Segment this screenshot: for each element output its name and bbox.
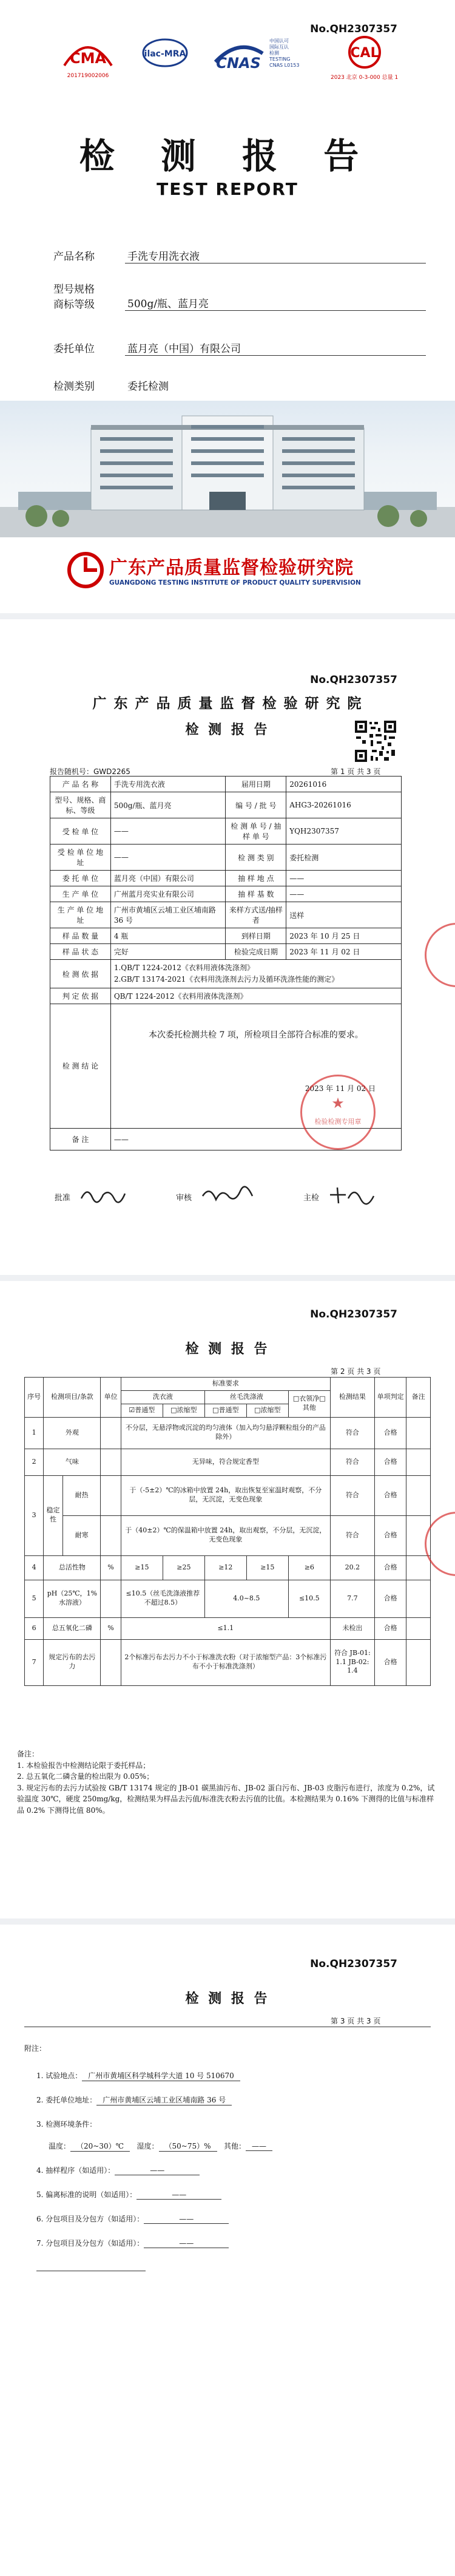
stamp-date: 2023 年 11 月 02 日 bbox=[305, 1084, 376, 1093]
conclusion-text: 本次委托检测共检 7 项，所检项目全部符合标准的要求。 bbox=[149, 1030, 363, 1041]
header-sub1: ☑普通型 bbox=[121, 1404, 163, 1417]
info-value: 2023 年 11 月 02 日 bbox=[286, 944, 402, 960]
row-result: 符合 bbox=[330, 1449, 374, 1475]
svg-text:CAL: CAL bbox=[349, 46, 379, 61]
info-label: 受 检 单 位 bbox=[50, 818, 111, 845]
header-result: 检测结果 bbox=[330, 1378, 374, 1418]
row-result: 符合 bbox=[330, 1515, 374, 1555]
info-value: 2023 年 10 月 25 日 bbox=[286, 928, 402, 944]
row-verdict: 合格 bbox=[374, 1417, 406, 1449]
conclusion-label: 检 测 结 论 bbox=[50, 1004, 111, 1129]
row-no: 4 bbox=[25, 1555, 44, 1580]
cnas-icon bbox=[209, 35, 267, 72]
row-std: 于（40±2）℃的保温箱中放置 24h，取出观察，不分层，无沉淀，无变色现象 bbox=[121, 1515, 330, 1555]
row-std: 无异味，符合规定香型 bbox=[121, 1449, 330, 1475]
institute-title: 广 东 产 品 质 量 监 督 检 验 研 究 院 bbox=[92, 695, 363, 712]
basis-row bbox=[50, 960, 402, 988]
svg-text:CMA: CMA bbox=[69, 50, 107, 67]
other-label: 其他： bbox=[223, 2142, 246, 2150]
row-remark bbox=[406, 1417, 431, 1449]
row-std: ≥12 bbox=[204, 1555, 246, 1580]
cover-page bbox=[0, 0, 455, 613]
row-remark bbox=[406, 1639, 431, 1685]
verdict-basis-value: QB/T 1224-2012《衣料用液体洗涤剂》 bbox=[110, 988, 401, 1004]
row-result: 符合 bbox=[330, 1417, 374, 1449]
row-unit bbox=[101, 1515, 121, 1555]
row-std: ≤10.5（丝毛洗涤液推荐不超过8.5） bbox=[121, 1580, 204, 1617]
seal-text: 检验检测专用章 bbox=[314, 1118, 362, 1126]
row-no: 1 bbox=[25, 1417, 44, 1449]
row-remark bbox=[406, 1580, 431, 1617]
test-location-row bbox=[36, 2070, 240, 2081]
info-value: 广州市黄埔区云埔工业区埔南路 36 号 bbox=[110, 902, 226, 928]
report-title: 检 测 报 告 bbox=[185, 722, 270, 738]
table-row bbox=[25, 1475, 431, 1515]
model-label-line2: 商标等级 bbox=[53, 299, 95, 311]
side-seal bbox=[425, 923, 455, 987]
row-unit bbox=[101, 1639, 121, 1685]
cnas-caption bbox=[269, 38, 299, 69]
cma-logo bbox=[61, 35, 115, 79]
row-unit: % bbox=[101, 1555, 121, 1580]
humidity-value: （50~75）% bbox=[159, 2141, 217, 2152]
row-item: 规定污布的去污力 bbox=[44, 1639, 101, 1685]
building-illustration bbox=[0, 401, 455, 537]
subcontract-value: —— bbox=[144, 2215, 229, 2224]
row-item: 外观 bbox=[44, 1417, 101, 1449]
deviation-label: 5. 偏离标准的说明（如适用）： bbox=[36, 2190, 137, 2199]
row-remark bbox=[406, 1475, 431, 1515]
header-no: 序号 bbox=[25, 1378, 44, 1418]
svg-text:ilac-MRA: ilac-MRA bbox=[144, 49, 186, 59]
row-remark bbox=[406, 1555, 431, 1580]
other-value: —— bbox=[246, 2142, 272, 2151]
info-label: 型号、规格、商标、等级 bbox=[50, 792, 111, 818]
info-value: 蓝月亮（中国）有限公司 bbox=[110, 871, 226, 886]
deviation-value: —— bbox=[136, 2190, 221, 2200]
cover-title: 检 测 报 告 bbox=[79, 135, 376, 177]
category-value: 委托检测 bbox=[127, 381, 169, 393]
page-indicator: 第 2 页 共 3 页 bbox=[331, 1367, 381, 1376]
qr-code-icon[interactable] bbox=[354, 719, 397, 763]
temperature-value: （20~30）℃ bbox=[70, 2141, 130, 2152]
subcontract-row bbox=[36, 2214, 229, 2224]
basis-values bbox=[110, 960, 401, 988]
report-number: No.QH2307357 bbox=[310, 1958, 397, 1970]
temperature-label: 温度： bbox=[49, 2142, 71, 2150]
table-row bbox=[25, 1515, 431, 1555]
header-remark: 备注 bbox=[406, 1378, 431, 1418]
row-std: ≥25 bbox=[163, 1555, 204, 1580]
notes-heading: 附注： bbox=[24, 2044, 47, 2053]
row-verdict: 合格 bbox=[374, 1617, 406, 1639]
approver-label: 批准 bbox=[55, 1194, 71, 1203]
info-label: 样 品 状 态 bbox=[50, 944, 111, 960]
row-item: pH（25℃，1%水溶液） bbox=[44, 1580, 101, 1617]
row-no: 7 bbox=[25, 1639, 44, 1685]
report-page-1 bbox=[0, 619, 455, 1275]
product-name-label: 产品名称 bbox=[53, 251, 95, 263]
footnote: 2. 总五氧化二磷含量的检出限为 0.05%； bbox=[17, 1772, 154, 1781]
category-label: 检测类别 bbox=[53, 381, 95, 393]
report-page-2 bbox=[0, 1281, 455, 1918]
cal-logo bbox=[331, 35, 398, 81]
info-value: AHG3-20261016 bbox=[286, 792, 402, 818]
info-label: 到样日期 bbox=[226, 928, 286, 944]
client-label: 委托单位 bbox=[53, 343, 95, 355]
sampling-value: —— bbox=[115, 2166, 200, 2175]
info-row bbox=[50, 792, 402, 818]
info-value: 广州蓝月亮实业有限公司 bbox=[110, 886, 226, 902]
info-label: 届用日期 bbox=[226, 777, 286, 792]
row-item: 耐热 bbox=[62, 1475, 101, 1515]
info-row bbox=[50, 902, 402, 928]
row-std: 2个标准污布去污力不小于标准洗衣粉（对于浓缩型产品：3个标准污布不小于标准洗涤剂） bbox=[121, 1639, 330, 1685]
approver-signature bbox=[79, 1184, 127, 1206]
info-label: 来样方式送/抽样者 bbox=[226, 902, 286, 928]
report-random-code: 报告随机号：GWD2265 bbox=[50, 767, 130, 776]
environment-label: 3. 检测环境条件： bbox=[36, 2120, 97, 2129]
subcontract-label: 7. 分包项目及分包方（如适用）： bbox=[36, 2239, 144, 2248]
test-location-label: 1. 试验地点： bbox=[36, 2071, 83, 2080]
humidity-label: 湿度： bbox=[136, 2142, 159, 2150]
row-group: 稳定性 bbox=[44, 1475, 62, 1555]
verdict-basis-label: 判 定 依 据 bbox=[50, 988, 111, 1004]
info-label: 编 号 / 批 号 bbox=[226, 792, 286, 818]
info-label: 检 测 类 别 bbox=[226, 845, 286, 871]
table-row bbox=[25, 1617, 431, 1639]
row-std: ≥15 bbox=[246, 1555, 288, 1580]
basis-label: 检 测 依 据 bbox=[50, 960, 111, 988]
deviation-row bbox=[36, 2189, 221, 2200]
row-result: 未检出 bbox=[330, 1617, 374, 1639]
row-verdict: 合格 bbox=[374, 1515, 406, 1555]
report-page-3 bbox=[0, 1925, 455, 2576]
test-results-table bbox=[24, 1377, 431, 1686]
info-label: 受 检 单 位 地 址 bbox=[50, 845, 111, 871]
info-label: 生 产 单 位 bbox=[50, 886, 111, 902]
info-row bbox=[50, 871, 402, 886]
header-std: 标准要求 bbox=[121, 1378, 330, 1391]
info-row bbox=[50, 845, 402, 871]
row-unit bbox=[101, 1449, 121, 1475]
info-value: —— bbox=[286, 886, 402, 902]
subcontract-row-2 bbox=[36, 2238, 229, 2248]
environment-values-row bbox=[49, 2141, 272, 2152]
client-address-label: 2. 委托单位地址： bbox=[36, 2096, 97, 2104]
remark-value: —— bbox=[110, 1129, 401, 1150]
header-sub4: □浓缩型 bbox=[246, 1404, 288, 1417]
row-unit bbox=[101, 1417, 121, 1449]
info-value: —— bbox=[110, 845, 226, 871]
row-item: 耐寒 bbox=[62, 1515, 101, 1555]
info-label: 抽 样 地 点 bbox=[226, 871, 286, 886]
ilac-mra-logo bbox=[141, 35, 189, 70]
table-row bbox=[25, 1555, 431, 1580]
cnas-caption-line: TESTING bbox=[269, 56, 291, 62]
row-verdict: 合格 bbox=[374, 1580, 406, 1617]
report-number: No.QH2307357 bbox=[310, 674, 397, 686]
environment-row bbox=[36, 2119, 96, 2129]
info-value: 完好 bbox=[110, 944, 226, 960]
reviewer-signature bbox=[200, 1184, 255, 1206]
row-result: 符合 bbox=[330, 1475, 374, 1515]
page-indicator: 第 1 页 共 3 页 bbox=[331, 767, 381, 776]
info-value: —— bbox=[286, 871, 402, 886]
product-name-row bbox=[53, 248, 423, 285]
page-divider bbox=[0, 1918, 455, 1925]
page-divider bbox=[0, 1275, 455, 1281]
ilac-icon bbox=[141, 35, 189, 70]
page-divider bbox=[0, 613, 455, 619]
seal-star-icon: ★ bbox=[331, 1095, 345, 1112]
cnas-caption-line: CNAS L0153 bbox=[269, 63, 300, 68]
table-header-row bbox=[25, 1378, 431, 1391]
info-value: 送样 bbox=[286, 902, 402, 928]
header-sub3: □普通型 bbox=[204, 1404, 246, 1417]
header-sub2: □浓缩型 bbox=[163, 1404, 204, 1417]
info-label: 委 托 单 位 bbox=[50, 871, 111, 886]
info-row bbox=[50, 886, 402, 902]
cnas-logo bbox=[209, 35, 299, 72]
model-value: 500g/瓶、蓝月亮 bbox=[125, 295, 426, 311]
info-row bbox=[50, 777, 402, 792]
model-label-line1: 型号规格 bbox=[53, 284, 95, 296]
cma-icon bbox=[61, 35, 115, 70]
row-result: 符合 JB-01: 1.1 JB-02: 1.4 bbox=[330, 1639, 374, 1685]
reviewer-label: 审核 bbox=[176, 1194, 192, 1203]
page-indicator: 第 3 页 共 3 页 bbox=[331, 2017, 381, 2025]
row-no: 3 bbox=[25, 1475, 44, 1555]
row-item: 气味 bbox=[44, 1449, 101, 1475]
row-result: 7.7 bbox=[330, 1580, 374, 1617]
subcontract-value: —— bbox=[144, 2239, 229, 2248]
institute-name-cn: 广东产品质量监督检验研究院 bbox=[109, 557, 354, 579]
inspector-label: 主检 bbox=[303, 1194, 320, 1203]
footnotes bbox=[17, 1748, 436, 1816]
info-row bbox=[50, 818, 402, 845]
cnas-caption-line: 国际互认 bbox=[269, 44, 289, 50]
row-std: ≥6 bbox=[288, 1555, 330, 1580]
row-verdict: 合格 bbox=[374, 1639, 406, 1685]
info-label: 生 产 单 位 地 址 bbox=[50, 902, 111, 928]
header-item: 检测项目/条款 bbox=[44, 1378, 101, 1418]
header-col3: □衣领净□其他 bbox=[288, 1390, 330, 1417]
row-verdict: 合格 bbox=[374, 1449, 406, 1475]
info-value: YQH2307357 bbox=[286, 818, 402, 845]
basis-line: 2.GB/T 13174-2021《衣料用洗涤剂去污力及循环洗涤性能的测定》 bbox=[113, 975, 339, 984]
cnas-caption-line: 中国认可 bbox=[269, 38, 289, 44]
info-value: 500g/瓶、蓝月亮 bbox=[110, 792, 226, 818]
sampling-label: 4. 抽样程序（如适用）： bbox=[36, 2166, 115, 2175]
cal-number: 2023 北京 0-3-000 总量 1 bbox=[331, 75, 399, 81]
table-row bbox=[25, 1417, 431, 1449]
cma-number: 201719002006 bbox=[67, 73, 109, 79]
header-unit: 单位 bbox=[101, 1378, 121, 1418]
row-std: 4.0~8.5 bbox=[204, 1580, 288, 1617]
info-value: 委托检测 bbox=[286, 845, 402, 871]
institute-name-en: GUANGDONG TESTING INSTITUTE OF PRODUCT QUALITY SUPERVISION bbox=[109, 579, 361, 586]
row-std: 不分层，无悬浮物或沉淀的均匀液体（加入均匀悬浮颗粒组分的产品除外） bbox=[121, 1417, 330, 1449]
table-row bbox=[25, 1639, 431, 1685]
row-no: 2 bbox=[25, 1449, 44, 1475]
signature-row bbox=[55, 1184, 406, 1208]
info-value: 4 瓶 bbox=[110, 928, 226, 944]
table-row bbox=[25, 1580, 431, 1617]
info-value: 20261016 bbox=[286, 777, 402, 792]
client-row bbox=[53, 340, 423, 378]
client-address-value: 广州市黄埔区云埔工业区埔南路 36 号 bbox=[96, 2095, 232, 2105]
subcontract-label: 6. 分包项目及分包方（如适用）： bbox=[36, 2215, 144, 2223]
info-label: 样 品 数 量 bbox=[50, 928, 111, 944]
client-address-row bbox=[36, 2095, 232, 2105]
report-number: No.QH2307357 bbox=[310, 23, 397, 35]
institute-banner bbox=[0, 540, 455, 601]
report-title: 检 测 报 告 bbox=[185, 1341, 270, 1357]
row-remark bbox=[406, 1449, 431, 1475]
inspector-signature bbox=[328, 1184, 376, 1206]
info-label: 检验完成日期 bbox=[226, 944, 286, 960]
basis-line: 1.QB/T 1224-2012《衣料用液体洗涤剂》 bbox=[113, 963, 254, 972]
remark-label: 备 注 bbox=[50, 1129, 111, 1150]
info-row bbox=[50, 928, 402, 944]
product-name-value: 手洗专用洗衣液 bbox=[125, 248, 426, 263]
row-no: 6 bbox=[25, 1617, 44, 1639]
institute-building-image bbox=[0, 401, 455, 537]
header-verdict: 单项判定 bbox=[374, 1378, 406, 1418]
header-col1: 洗衣液 bbox=[121, 1390, 204, 1404]
row-item: 总五氧化二磷 bbox=[44, 1617, 101, 1639]
row-result: 20.2 bbox=[330, 1555, 374, 1580]
info-label: 抽 样 基 数 bbox=[226, 886, 286, 902]
cover-subtitle: TEST REPORT bbox=[157, 179, 298, 199]
row-no: 5 bbox=[25, 1580, 44, 1617]
footnote-heading: 备注： bbox=[17, 1750, 39, 1758]
info-value: 手洗专用洗衣液 bbox=[110, 777, 226, 792]
table-row bbox=[25, 1449, 431, 1475]
inspection-seal bbox=[300, 1075, 376, 1150]
row-unit bbox=[101, 1580, 121, 1617]
row-std: ≥15 bbox=[121, 1555, 163, 1580]
institute-logo-icon bbox=[67, 551, 104, 589]
report-title: 检 测 报 告 bbox=[185, 1991, 270, 2007]
test-location-value: 广州市黄埔区科学城科学大道 10 号 510670 bbox=[82, 2070, 240, 2081]
row-unit bbox=[101, 1475, 121, 1515]
info-value: —— bbox=[110, 818, 226, 845]
row-verdict: 合格 bbox=[374, 1555, 406, 1580]
info-label: 产 品 名 称 bbox=[50, 777, 111, 792]
cnas-caption-line: 检测 bbox=[269, 50, 279, 56]
row-std: ≤1.1 bbox=[121, 1617, 330, 1639]
svg-text:CNAS: CNAS bbox=[216, 55, 261, 72]
row-item: 总活性物 bbox=[44, 1555, 101, 1580]
client-value: 蓝月亮（中国）有限公司 bbox=[125, 340, 426, 356]
row-remark bbox=[406, 1617, 431, 1639]
model-label bbox=[53, 280, 120, 311]
row-verdict: 合格 bbox=[374, 1475, 406, 1515]
sampling-row bbox=[36, 2165, 200, 2175]
verdict-basis-row bbox=[50, 988, 402, 1004]
row-std: 于（-5±2）℃的冰箱中放置 24h，取出恢复至室温时观察，不分层，无沉淀，无变色现象 bbox=[121, 1475, 330, 1515]
report-number: No.QH2307357 bbox=[310, 1308, 397, 1320]
header-col2: 丝毛洗涤液 bbox=[204, 1390, 288, 1404]
info-row bbox=[50, 944, 402, 960]
footnote: 3. 规定污布的去污力试验按 GB/T 13174 规定的 JB-01 碳黑油污布、JB-02 蛋白污布、JB-03 皮脂污布进行，浓度为 0.2%，试验温度 30℃，硬度 250mg/kg，检测结果为样品去污值/标准洗衣粉去污值的比值。本检测结果为 0.16% 下测得的比值与标准样品 0.2% 下测得比值 80%。 bbox=[17, 1783, 435, 1815]
info-label: 检 测 单 号 / 抽 样 单 号 bbox=[226, 818, 286, 845]
cal-icon bbox=[337, 35, 392, 70]
model-row bbox=[53, 280, 423, 323]
row-unit: % bbox=[101, 1617, 121, 1639]
row-std: ≤10.5 bbox=[288, 1580, 330, 1617]
footnote: 1. 本检验报告中检测结论限于委托样品； bbox=[17, 1761, 150, 1770]
